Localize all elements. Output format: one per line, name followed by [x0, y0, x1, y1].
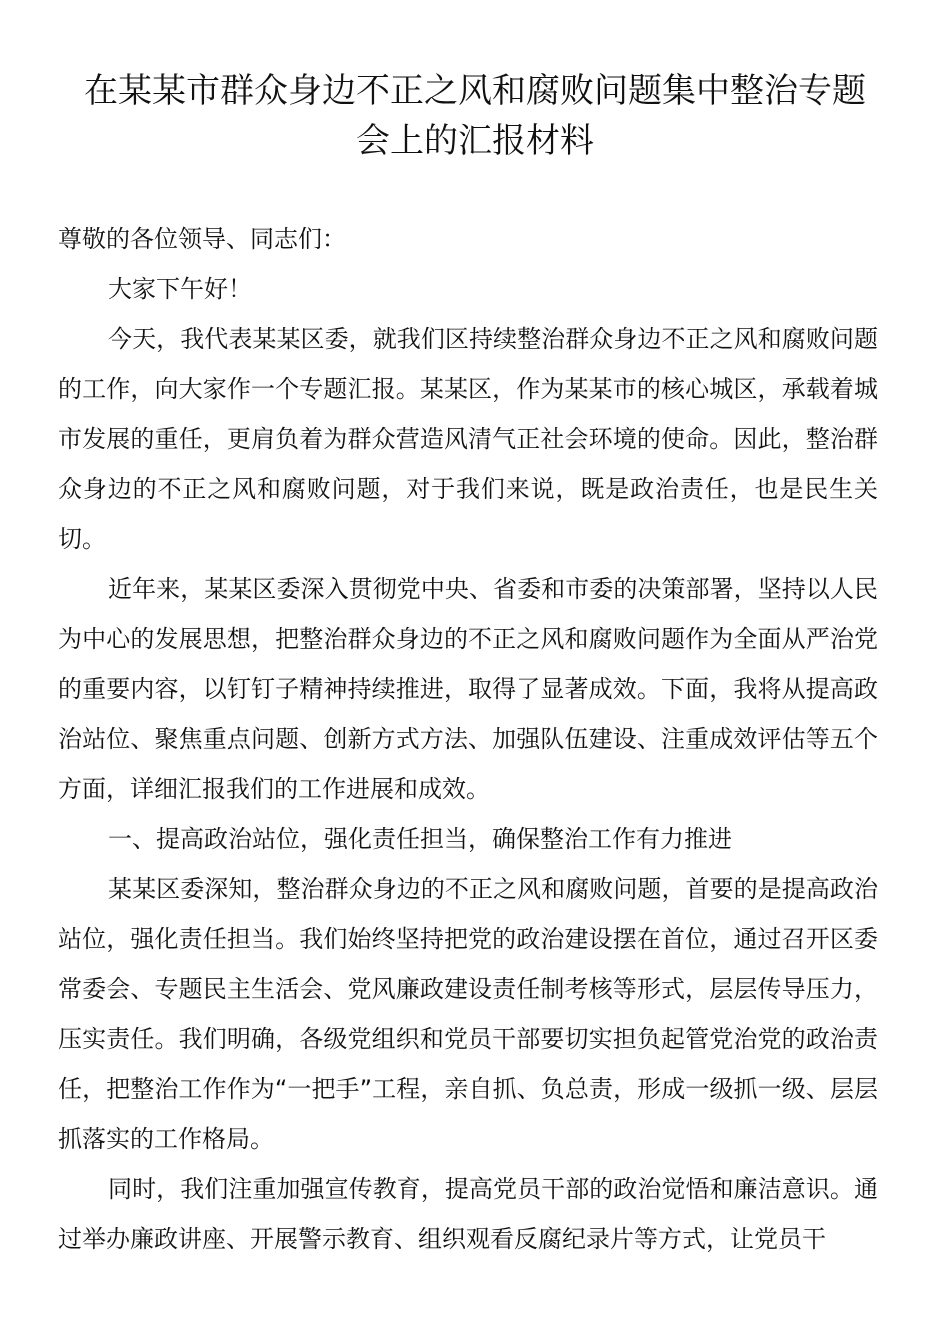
document-body	[58, 214, 878, 1264]
title-line-2: 会上的汇报材料	[356, 121, 594, 161]
title-line-1: 在某某市群众身边不正之风和腐败问题集中整治专题	[84, 71, 866, 111]
section-paragraph: 某某区委深知，整治群众身边的不正之风和腐败问题，首要的是提高政治站位，强化责任担当。我们始终坚持把党的政治建设摆在首位，通过召开区委常委会、专题民主生活会、党风廉政建设责任制考核等形式，层层传导压力，压实责任。我们明确，各级党组织和党员干部要切实担负起管党治党的政治责任，把整治工作作为“一把手”工程，亲自抓、负总责，形成一级抓一级、层层抓落实的工作格局。	[58, 875, 878, 1153]
paragraph-overview: 近年来，某某区委深入贯彻党中央、省委和市委的决策部署，坚持以人民为中心的发展思想，把整治群众身边的不正之风和腐败问题作为全面从严治党的重要内容，以钉钉子精神持续推进，取得了显著成效。下面，我将从提高政治站位、聚焦重点问题、创新方式方法、加强队伍建设、注重成效评估等五个方面，详细汇报我们的工作进展和成效。	[58, 575, 878, 803]
paragraph-intro: 今天，我代表某某区委，就我们区持续整治群众身边不正之风和腐败问题的工作，向大家作一个专题汇报。某某区，作为某某市的核心城区，承载着城市发展的重任，更肩负着为群众营造风清气正社会环境的使命。因此，整治群众身边的不正之风和腐败问题，对于我们来说，既是政治责任，也是民生关切。	[58, 325, 878, 553]
section-paragraph: 同时，我们注重加强宣传教育，提高党员干部的政治觉悟和廉洁意识。通过举办廉政讲座、开展警示教育、组织观看反腐纪录片等方式，让党员干	[58, 1175, 878, 1253]
salutation: 尊敬的各位领导、同志们：	[58, 225, 346, 253]
greeting: 大家下午好！	[108, 275, 252, 303]
section-heading: 一、提高政治站位，强化责任担当，确保整治工作有力推进	[108, 825, 732, 853]
document-title	[58, 66, 892, 166]
